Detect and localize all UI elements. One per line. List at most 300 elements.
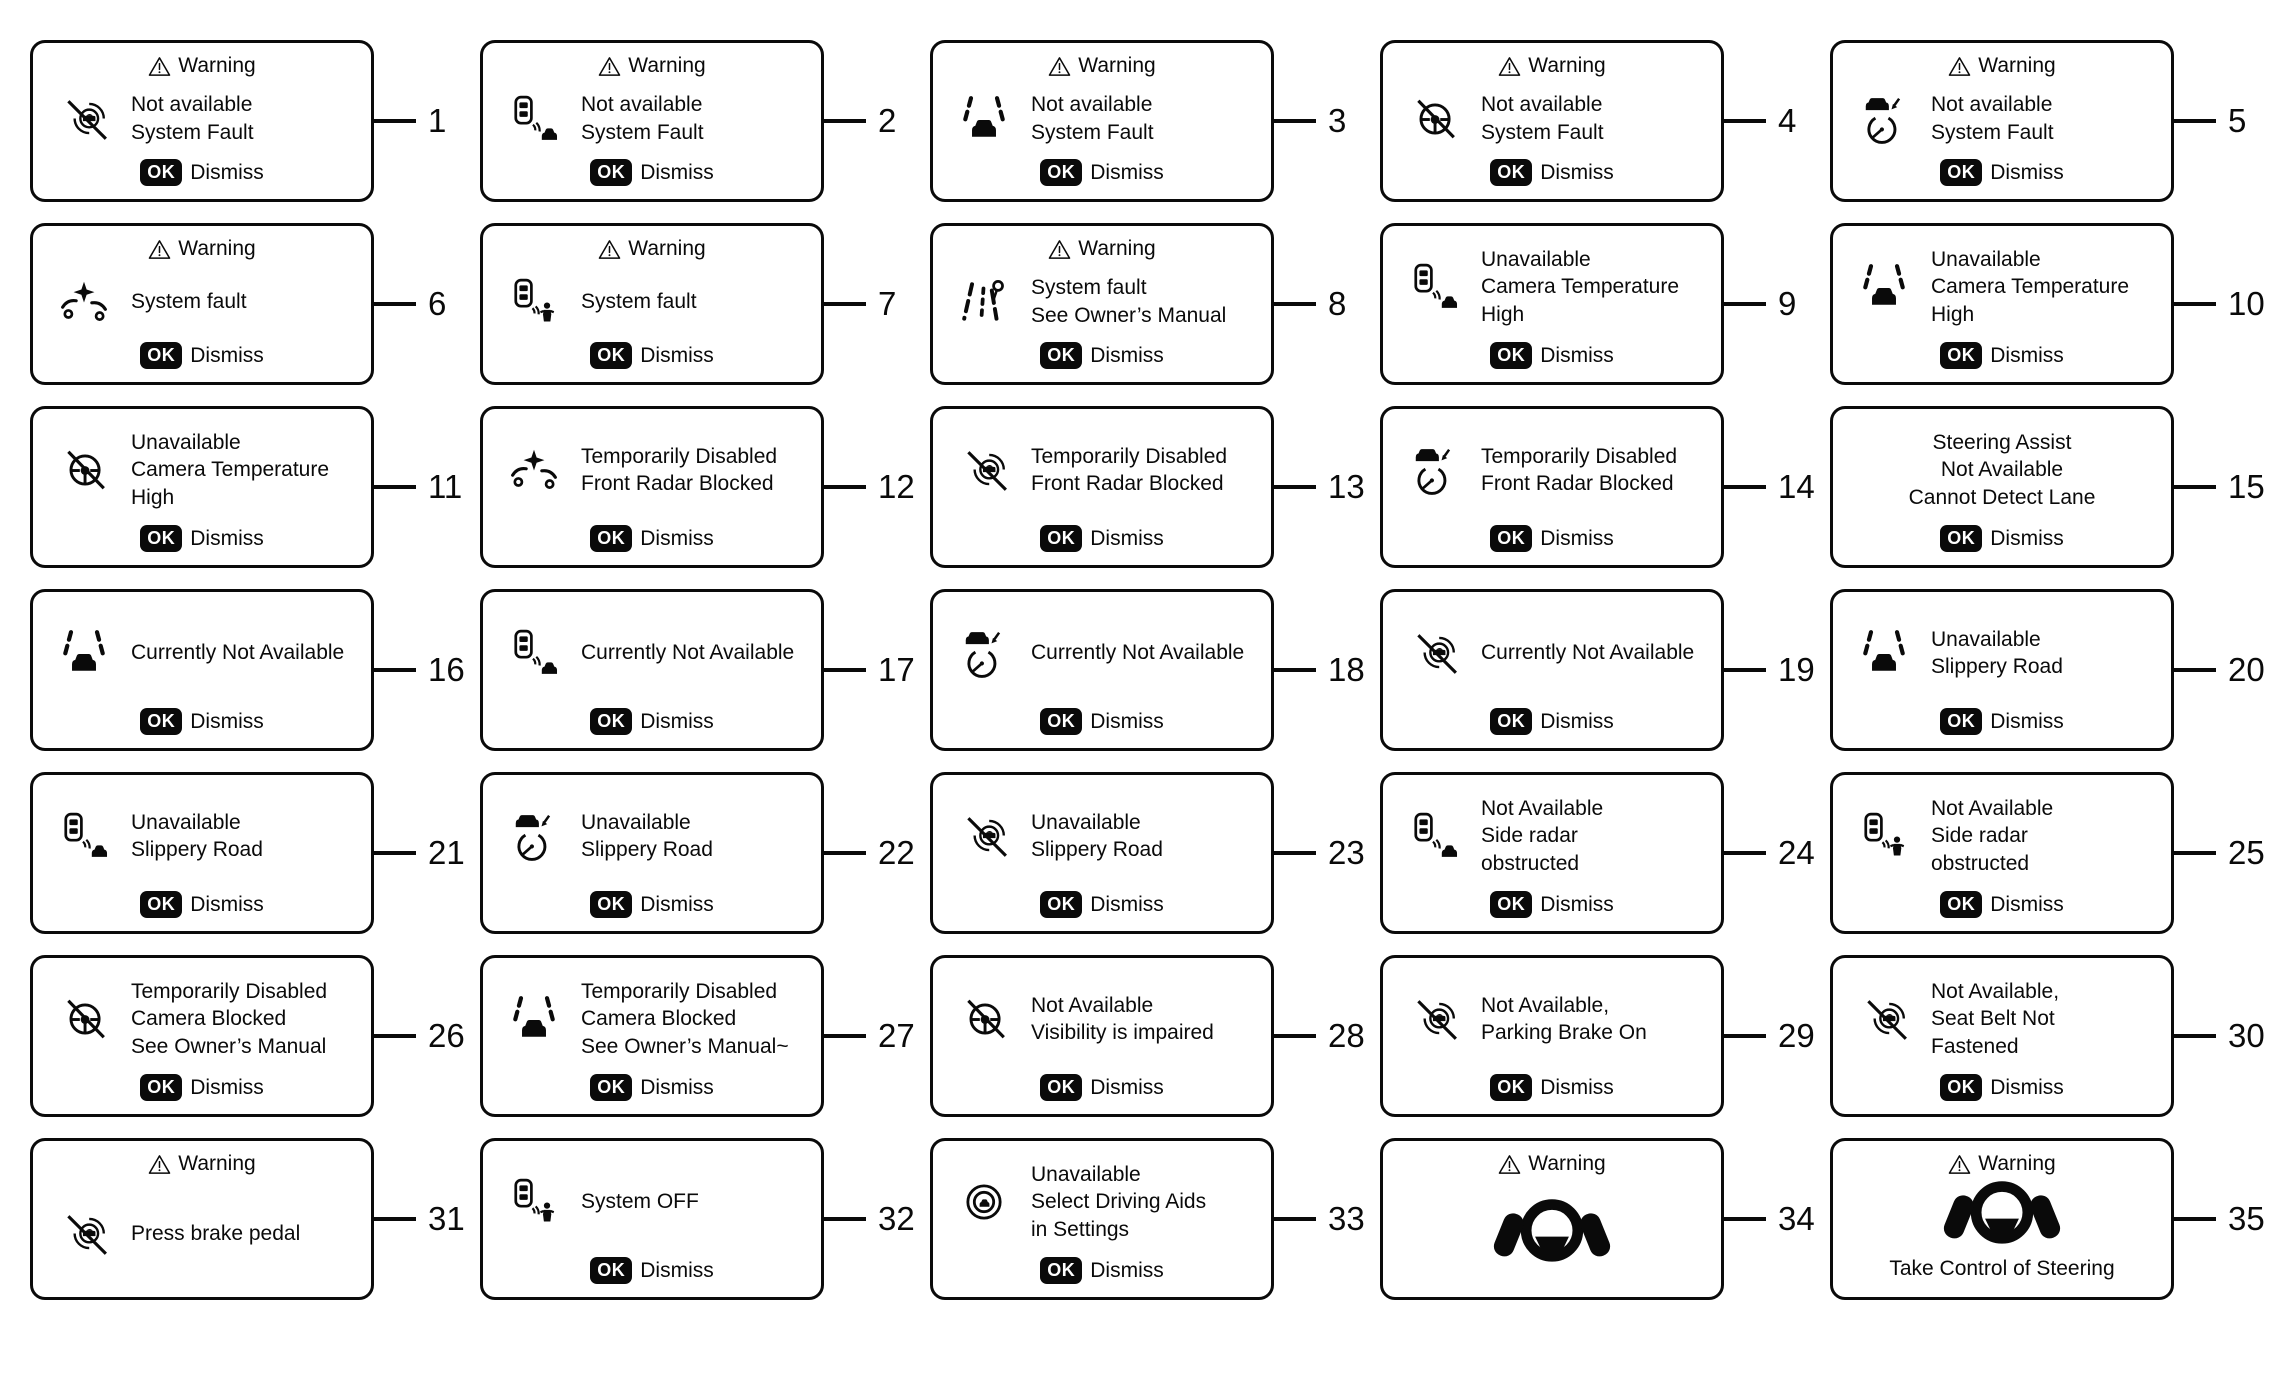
alert-body: [943, 78, 1261, 159]
message-text: [581, 1188, 699, 1215]
alert-cell: [930, 40, 1380, 202]
warning-header: [1393, 54, 1711, 78]
message-text: [1931, 795, 2053, 877]
message-line: Not available: [131, 93, 253, 117]
alert-body: [1393, 781, 1711, 891]
callout-number: 15: [2228, 468, 2265, 505]
message-line: Not Available,: [1481, 993, 1610, 1017]
acc-slash-icon: [56, 94, 112, 144]
warning-header: [943, 237, 1261, 261]
dismiss-button[interactable]: [943, 891, 1261, 918]
warning-header: [43, 54, 361, 78]
callout-line: [824, 1217, 866, 1220]
alert-cell: [1380, 40, 1830, 202]
message-text: [581, 288, 697, 315]
dismiss-label: Dismiss: [190, 892, 264, 916]
dismiss-label: Dismiss: [1990, 343, 2064, 367]
message-line: Not Available: [1481, 797, 1604, 821]
dismiss-label: Dismiss: [640, 1258, 714, 1282]
alert-cell: [930, 589, 1380, 751]
alert-box: [1830, 955, 2174, 1117]
message-text: [581, 91, 704, 146]
alert-box: [480, 589, 824, 751]
message-text: [1031, 992, 1214, 1047]
message-line: Camera Blocked: [581, 1007, 737, 1031]
message-line: System Fault: [131, 120, 254, 144]
dismiss-label: Dismiss: [1540, 1075, 1614, 1099]
dismiss-label: Dismiss: [190, 343, 264, 367]
dismiss-button[interactable]: [1393, 159, 1711, 186]
callout-number: 22: [878, 834, 915, 871]
dismiss-button[interactable]: [943, 342, 1261, 369]
message-line: Unavailable: [1031, 1163, 1141, 1187]
message-line: System OFF: [581, 1190, 699, 1214]
callout-number: 33: [1328, 1200, 1365, 1237]
message-text: [131, 429, 329, 511]
dismiss-button[interactable]: [1393, 342, 1711, 369]
message-line: Camera Blocked: [131, 1007, 287, 1031]
alert-box: [30, 40, 374, 202]
dismiss-button[interactable]: [943, 1074, 1261, 1101]
callout-number: 25: [2228, 834, 2265, 871]
message-text: [581, 639, 794, 666]
dismiss-label: Dismiss: [1090, 709, 1164, 733]
dismiss-button[interactable]: [943, 159, 1261, 186]
message-line: Parking Brake On: [1481, 1021, 1647, 1044]
warning-header: [1843, 54, 2161, 78]
dismiss-label: Dismiss: [1990, 160, 2064, 184]
warning-label: Warning: [1078, 237, 1156, 260]
warning-header: [1393, 1152, 1711, 1176]
ok-badge: OK: [1040, 1257, 1082, 1284]
steering-slash-icon: [956, 994, 1012, 1044]
dismiss-button[interactable]: [43, 708, 361, 735]
alert-cell: [1830, 223, 2280, 385]
warning-label: Warning: [628, 237, 706, 260]
alert-body: [493, 1147, 811, 1257]
alert-box: [480, 955, 824, 1117]
ok-badge: OK: [590, 342, 632, 369]
message-line: Not Available: [1931, 797, 2054, 821]
callout-line: [1274, 1217, 1316, 1220]
alert-cell: [1380, 955, 1830, 1117]
alert-cell: [1380, 1138, 1830, 1300]
alert-box: [1380, 1138, 1724, 1300]
callout-line: [824, 119, 866, 122]
message-text: [581, 978, 789, 1060]
message-text: [1031, 639, 1244, 666]
message-text: [131, 1220, 300, 1247]
callout-line: [2174, 119, 2216, 122]
alert-cell: [1830, 1138, 2280, 1300]
callout-number: 30: [2228, 1017, 2265, 1054]
callout-number: 12: [878, 468, 915, 505]
dismiss-button[interactable]: [493, 342, 811, 369]
dismiss-label: Dismiss: [640, 1075, 714, 1099]
callout-number: 9: [1778, 285, 1797, 322]
message-line: System fault: [581, 289, 697, 313]
alert-body: [943, 261, 1261, 342]
message-text: [1481, 639, 1694, 666]
alert-cell: [1380, 589, 1830, 751]
alert-body: [1843, 1176, 2161, 1256]
callout-number: 32: [878, 1200, 915, 1237]
alert-body: [1843, 415, 2161, 525]
alert-box: [30, 223, 374, 385]
message-line: System Fault: [1931, 120, 2054, 144]
ok-badge: OK: [1940, 1074, 1982, 1101]
message-line: Not available: [581, 93, 703, 117]
message-line: System Fault: [1031, 120, 1154, 144]
warning-triangle-icon: [1498, 56, 1521, 77]
ok-badge: OK: [590, 159, 632, 186]
lane-keep-icon: [506, 994, 562, 1044]
dismiss-label: Dismiss: [190, 1075, 264, 1099]
callout-number: 26: [428, 1017, 465, 1054]
message-text: [1481, 443, 1677, 498]
ok-badge: OK: [1490, 342, 1532, 369]
message-line: Not available: [1031, 93, 1153, 117]
ok-badge: OK: [1040, 525, 1082, 552]
ok-badge: OK: [1490, 525, 1532, 552]
alert-cell: [1830, 589, 2280, 751]
acc-speedo-icon: [956, 628, 1012, 678]
callout-line: [1724, 302, 1766, 305]
message-line: Not Available,: [1931, 980, 2060, 1004]
alert-box: [30, 772, 374, 934]
dismiss-button[interactable]: [943, 1257, 1261, 1284]
warning-header: [493, 237, 811, 261]
alert-box: [1830, 1138, 2174, 1300]
alert-body: [1843, 964, 2161, 1074]
message-text: [1481, 246, 1679, 328]
warning-header: [43, 1152, 361, 1176]
alert-cell: [480, 589, 930, 751]
callout-number: 34: [1778, 1200, 1815, 1237]
message-line: Temporarily Disabled: [581, 444, 778, 468]
message-line: Select Driving Aids: [1031, 1190, 1207, 1214]
callout-line: [374, 1034, 416, 1037]
message-line: Front Radar Blocked: [581, 472, 774, 495]
dismiss-button[interactable]: [1393, 1074, 1711, 1101]
alert-body: [493, 415, 811, 525]
side-radar-icon: [506, 1177, 562, 1227]
dismiss-button[interactable]: [1843, 1074, 2161, 1101]
callout-line: [1724, 851, 1766, 854]
message-line: Unavailable: [1931, 248, 2041, 272]
warning-triangle-icon: [1048, 56, 1071, 77]
message-line: Steering Assist: [1932, 431, 2072, 455]
dismiss-button[interactable]: [493, 708, 811, 735]
alert-cell: [1830, 406, 2280, 568]
dismiss-label: Dismiss: [1090, 160, 1164, 184]
alert-box: [1380, 589, 1724, 751]
callout-line: [1724, 485, 1766, 488]
dismiss-button[interactable]: [493, 1074, 811, 1101]
callout-line: [1724, 1217, 1766, 1220]
callout-line: [374, 119, 416, 122]
dismiss-button[interactable]: [493, 1257, 811, 1284]
message-line: Front Radar Blocked: [1031, 472, 1224, 495]
ok-badge: OK: [140, 525, 182, 552]
callout-line: [374, 302, 416, 305]
dismiss-button[interactable]: [1393, 708, 1711, 735]
ok-badge: OK: [140, 342, 182, 369]
callout-number: 20: [2228, 651, 2265, 688]
callout-number: 13: [1328, 468, 1365, 505]
dismiss-button[interactable]: [493, 525, 811, 552]
ok-badge: OK: [1040, 891, 1082, 918]
callout-number: 3: [1328, 102, 1347, 139]
alert-cell: [930, 406, 1380, 568]
message-line: in Settings: [1031, 1217, 1130, 1241]
acc-slash-icon: [1856, 994, 1912, 1044]
lane-keep-icon: [1856, 628, 1912, 678]
callout-number: 35: [2228, 1200, 2265, 1237]
message-line: Currently Not Available: [1031, 641, 1245, 665]
alert-box: [480, 40, 824, 202]
alert-body: [493, 781, 811, 891]
alert-cell: [30, 589, 480, 751]
alert-box: [30, 589, 374, 751]
ok-badge: OK: [1040, 1074, 1082, 1101]
warning-triangle-icon: [598, 239, 621, 260]
alert-cell: [1830, 955, 2280, 1117]
warning-label: Warning: [1978, 1152, 2056, 1175]
callout-line: [824, 302, 866, 305]
message-line: System fault: [131, 289, 247, 313]
message-line: See Owner’s Manual: [1031, 303, 1227, 327]
dismiss-label: Dismiss: [1540, 526, 1614, 550]
message-text: [581, 443, 777, 498]
alert-body: [1843, 781, 2161, 891]
message-text: [1481, 795, 1603, 877]
ok-badge: OK: [1940, 342, 1982, 369]
callout-line: [1274, 485, 1316, 488]
hands-wheel-icon: [1491, 1193, 1613, 1275]
alert-cell: [480, 772, 930, 934]
dismiss-label: Dismiss: [190, 526, 264, 550]
message-text: [1481, 992, 1647, 1047]
message-text: [581, 809, 713, 864]
message-line: System fault: [1031, 276, 1147, 300]
dismiss-label: Dismiss: [190, 709, 264, 733]
alert-body: [943, 1147, 1261, 1257]
dismiss-label: Dismiss: [1090, 1075, 1164, 1099]
alert-body: [943, 415, 1261, 525]
callout-line: [374, 1217, 416, 1220]
alert-body: [43, 598, 361, 708]
message-text: [131, 288, 247, 315]
dismiss-button[interactable]: [493, 891, 811, 918]
message-line: Currently Not Available: [1481, 641, 1695, 665]
ok-badge: OK: [140, 1074, 182, 1101]
dismiss-label: Dismiss: [1540, 892, 1614, 916]
side-radar-icon: [506, 277, 562, 327]
dismiss-button[interactable]: [43, 1074, 361, 1101]
alert-box: [930, 955, 1274, 1117]
alert-box: [1380, 955, 1724, 1117]
acc-speedo-icon: [1406, 445, 1462, 495]
message-line: Unavailable: [1481, 248, 1591, 272]
dismiss-button[interactable]: [43, 159, 361, 186]
alert-box: [1830, 589, 2174, 751]
message-line: System Fault: [1481, 120, 1604, 144]
message-line: Side radar: [1481, 824, 1578, 848]
alert-body: [1393, 1176, 1711, 1291]
message-line: High: [1481, 302, 1525, 326]
message-line: Unavailable: [131, 431, 241, 455]
lane-keep-icon: [1856, 262, 1912, 312]
alert-cell: [480, 1138, 930, 1300]
warning-label: Warning: [178, 54, 256, 77]
blind-spot-icon: [506, 628, 562, 678]
dismiss-button[interactable]: [43, 342, 361, 369]
callout-number: 17: [878, 651, 915, 688]
callout-line: [2174, 1217, 2216, 1220]
message-line: Visibility is impaired: [1031, 1021, 1214, 1044]
alert-body: [493, 261, 811, 342]
alerts-grid: [30, 40, 2280, 1300]
alert-body: [1393, 598, 1711, 708]
steering-slash-icon: [56, 994, 112, 1044]
callout-number: 10: [2228, 285, 2265, 322]
ok-badge: OK: [140, 891, 182, 918]
callout-number: 31: [428, 1200, 465, 1237]
message-line: Not Available: [1940, 458, 2064, 482]
alert-box: [30, 1138, 374, 1300]
dismiss-button[interactable]: [1393, 891, 1711, 918]
callout-line: [1274, 302, 1316, 305]
alert-cell: [1830, 772, 2280, 934]
message-line: Side radar: [1931, 824, 2028, 848]
message-text: [131, 639, 344, 666]
message-line: Front Radar Blocked: [1481, 472, 1674, 495]
alert-cell: [1380, 406, 1830, 568]
dismiss-button[interactable]: [943, 708, 1261, 735]
callout-number: 6: [428, 285, 447, 322]
ok-badge: OK: [590, 1074, 632, 1101]
alert-body: [943, 781, 1261, 891]
alert-cell: [930, 955, 1380, 1117]
callout-number: 5: [2228, 102, 2247, 139]
callout-line: [824, 485, 866, 488]
message-line: Temporarily Disabled: [581, 980, 778, 1004]
callout-number: 27: [878, 1017, 915, 1054]
alert-body: [43, 964, 361, 1074]
callout-number: 24: [1778, 834, 1815, 871]
ok-badge: OK: [1490, 891, 1532, 918]
road-pin-icon: [956, 277, 1012, 327]
alert-body: [943, 598, 1261, 708]
alert-box: [930, 589, 1274, 751]
alert-box: [1830, 406, 2174, 568]
alert-body: [1843, 598, 2161, 708]
dismiss-label: Dismiss: [640, 526, 714, 550]
message-line: Currently Not Available: [131, 641, 345, 665]
callout-line: [2174, 302, 2216, 305]
message-line: Camera Temperature: [131, 458, 330, 482]
acc-slash-icon: [1406, 628, 1462, 678]
dismiss-button[interactable]: [43, 891, 361, 918]
dismiss-label: Dismiss: [1540, 709, 1614, 733]
callout-line: [824, 1034, 866, 1037]
dismiss-button[interactable]: [43, 525, 361, 552]
message-line: Temporarily Disabled: [131, 980, 328, 1004]
ok-badge: OK: [1940, 708, 1982, 735]
hands-wheel-icon: [1941, 1175, 2063, 1257]
alert-cell: [30, 40, 480, 202]
message-line: Slippery Road: [1031, 838, 1163, 861]
ok-badge: OK: [1940, 525, 1982, 552]
ok-badge: OK: [140, 708, 182, 735]
warning-triangle-icon: [1048, 239, 1071, 260]
warning-label: Warning: [178, 237, 256, 260]
collision-icon: [56, 277, 112, 327]
alert-body: [493, 964, 811, 1074]
warning-label: Warning: [1978, 54, 2056, 77]
alert-box: [480, 1138, 824, 1300]
callout-number: 2: [878, 102, 897, 139]
callout-line: [1274, 1034, 1316, 1037]
alert-body: [1393, 964, 1711, 1074]
message-line: Unavailable: [1931, 627, 2041, 651]
dismiss-button[interactable]: [943, 525, 1261, 552]
alert-body: [493, 598, 811, 708]
lane-keep-icon: [56, 628, 112, 678]
dismiss-button[interactable]: [1393, 525, 1711, 552]
callout-line: [1274, 668, 1316, 671]
ok-badge: OK: [590, 891, 632, 918]
alert-body: [43, 781, 361, 891]
message-line: Slippery Road: [131, 838, 263, 861]
callout-line: [2174, 851, 2216, 854]
dismiss-button[interactable]: [1843, 525, 2161, 552]
message-text: [1481, 91, 1604, 146]
warning-label: Warning: [628, 54, 706, 77]
ok-badge: OK: [1490, 1074, 1532, 1101]
message-text: [1931, 246, 2129, 328]
alert-cell: [1380, 223, 1830, 385]
alert-cell: [480, 955, 930, 1117]
message-text: [1031, 91, 1154, 146]
warning-header: [43, 237, 361, 261]
dismiss-button[interactable]: [1843, 708, 2161, 735]
dismiss-label: Dismiss: [640, 709, 714, 733]
alert-cell: [30, 955, 480, 1117]
callout-number: 18: [1328, 651, 1365, 688]
acc-speedo-icon: [506, 811, 562, 861]
dismiss-button[interactable]: [1843, 159, 2161, 186]
callout-number: 4: [1778, 102, 1797, 139]
message-text: [1931, 626, 2063, 681]
message-line: Not available: [1481, 93, 1603, 117]
callout-number: 23: [1328, 834, 1365, 871]
steering-slash-icon: [56, 445, 112, 495]
alert-box: [30, 955, 374, 1117]
message-line: Camera Temperature: [1931, 275, 2130, 299]
acc-slash-icon: [56, 1209, 112, 1259]
message-line: System Fault: [581, 120, 704, 144]
message-line: Not available: [1931, 93, 2053, 117]
dismiss-button[interactable]: [1843, 891, 2161, 918]
callout-line: [1724, 1034, 1766, 1037]
message-text: [1931, 978, 2059, 1060]
dismiss-button[interactable]: [1843, 342, 2161, 369]
alert-cell: [930, 1138, 1380, 1300]
dismiss-button[interactable]: [493, 159, 811, 186]
dismiss-label: Dismiss: [640, 343, 714, 367]
